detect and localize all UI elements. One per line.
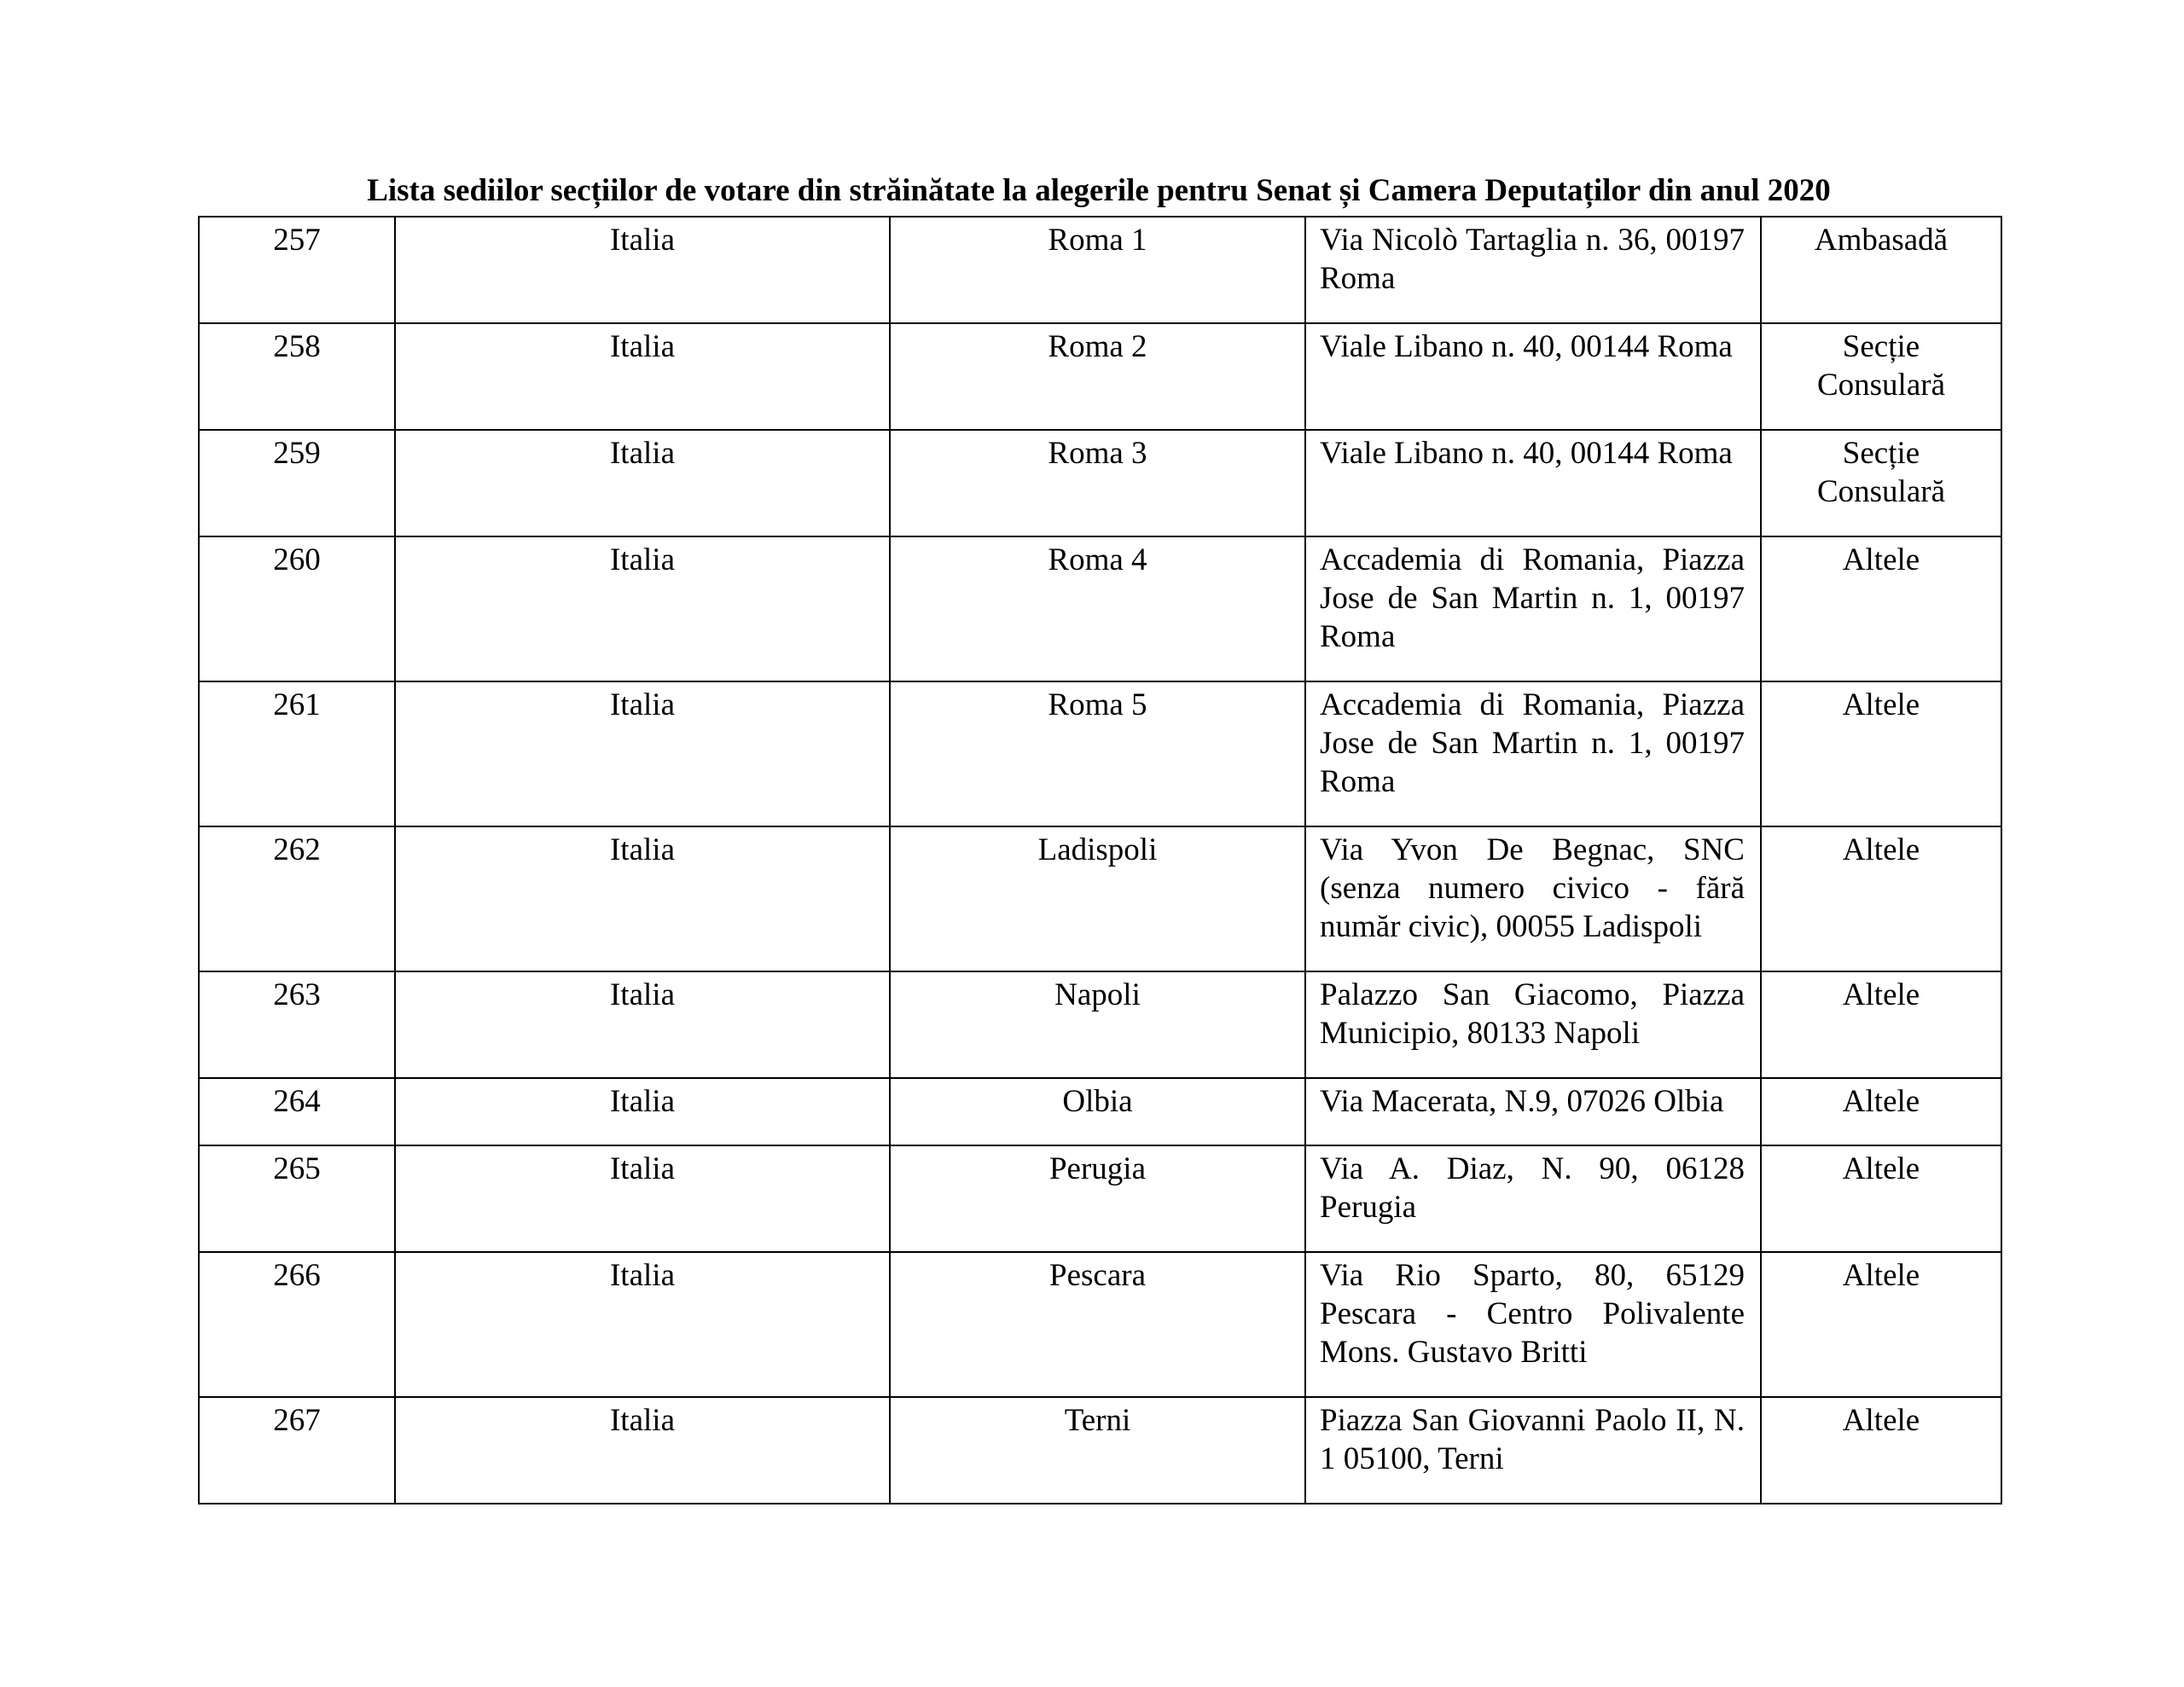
- table-row: [199, 323, 2001, 430]
- cell-locality: Napoli: [890, 971, 1305, 1078]
- cell-type: Altele: [1761, 1252, 2001, 1397]
- cell-number: 259: [199, 430, 395, 536]
- cell-locality: Terni: [890, 1397, 1305, 1504]
- cell-type: Altele: [1761, 826, 2001, 971]
- cell-type: Altele: [1761, 1078, 2001, 1145]
- cell-locality: Roma 4: [890, 536, 1305, 681]
- cell-address: Via Nicolò Tartaglia n. 36, 00197 Roma: [1305, 217, 1761, 323]
- cell-number: 260: [199, 536, 395, 681]
- cell-country: Italia: [395, 971, 890, 1078]
- cell-number: 266: [199, 1252, 395, 1397]
- cell-locality: Olbia: [890, 1078, 1305, 1145]
- cell-country: Italia: [395, 536, 890, 681]
- cell-type: Altele: [1761, 1397, 2001, 1504]
- cell-type: Altele: [1761, 536, 2001, 681]
- cell-locality: Ladispoli: [890, 826, 1305, 971]
- cell-locality: Roma 1: [890, 217, 1305, 323]
- table-row: [199, 1145, 2001, 1252]
- cell-address: Accademia di Romania, Piazza Jose de San Martin n. 1, 00197 Roma: [1305, 681, 1761, 826]
- cell-country: Italia: [395, 1145, 890, 1252]
- cell-address: Palazzo San Giacomo, Piazza Municipio, 80133 Napoli: [1305, 971, 1761, 1078]
- cell-number: 258: [199, 323, 395, 430]
- cell-type: Altele: [1761, 1145, 2001, 1252]
- cell-locality: Roma 3: [890, 430, 1305, 536]
- cell-number: 262: [199, 826, 395, 971]
- table-row: [199, 826, 2001, 971]
- cell-locality: Perugia: [890, 1145, 1305, 1252]
- cell-address: Via Yvon De Begnac, SNC (senza numero civico - fără număr civic), 00055 Ladispoli: [1305, 826, 1761, 971]
- cell-address: Viale Libano n. 40, 00144 Roma: [1305, 323, 1761, 430]
- cell-address: Piazza San Giovanni Paolo II, N. 1 05100, Terni: [1305, 1397, 1761, 1504]
- table-row: [199, 1078, 2001, 1145]
- table-row: [199, 1252, 2001, 1397]
- table-row: [199, 1397, 2001, 1504]
- cell-type: Secție Consulară: [1761, 323, 2001, 430]
- table-row: [199, 430, 2001, 536]
- cell-country: Italia: [395, 826, 890, 971]
- cell-address: Via A. Diaz, N. 90, 06128 Perugia: [1305, 1145, 1761, 1252]
- cell-address: Viale Libano n. 40, 00144 Roma: [1305, 430, 1761, 536]
- table-row: [199, 217, 2001, 323]
- cell-number: 264: [199, 1078, 395, 1145]
- table-row: [199, 536, 2001, 681]
- cell-country: Italia: [395, 217, 890, 323]
- cell-country: Italia: [395, 430, 890, 536]
- cell-address: Accademia di Romania, Piazza Jose de San Martin n. 1, 00197 Roma: [1305, 536, 1761, 681]
- cell-number: 265: [199, 1145, 395, 1252]
- cell-country: Italia: [395, 1252, 890, 1397]
- cell-country: Italia: [395, 1397, 890, 1504]
- polling-stations-table: [198, 216, 2002, 1504]
- cell-number: 267: [199, 1397, 395, 1504]
- cell-type: Altele: [1761, 971, 2001, 1078]
- cell-locality: Roma 5: [890, 681, 1305, 826]
- page-title: Lista sediilor secțiilor de votare din străinătate la alegerile pentru Senat și Camera Deputaților din anul 2020: [367, 173, 1831, 208]
- cell-address: Via Rio Sparto, 80, 65129 Pescara - Centro Polivalente Mons. Gustavo Britti: [1305, 1252, 1761, 1397]
- cell-number: 261: [199, 681, 395, 826]
- table-row: [199, 971, 2001, 1078]
- cell-locality: Pescara: [890, 1252, 1305, 1397]
- cell-type: Secție Consulară: [1761, 430, 2001, 536]
- cell-locality: Roma 2: [890, 323, 1305, 430]
- cell-country: Italia: [395, 323, 890, 430]
- cell-country: Italia: [395, 681, 890, 826]
- cell-number: 263: [199, 971, 395, 1078]
- cell-country: Italia: [395, 1078, 890, 1145]
- cell-number: 257: [199, 217, 395, 323]
- table-row: [199, 681, 2001, 826]
- cell-type: Ambasadă: [1761, 217, 2001, 323]
- cell-type: Altele: [1761, 681, 2001, 826]
- cell-address: Via Macerata, N.9, 07026 Olbia: [1305, 1078, 1761, 1145]
